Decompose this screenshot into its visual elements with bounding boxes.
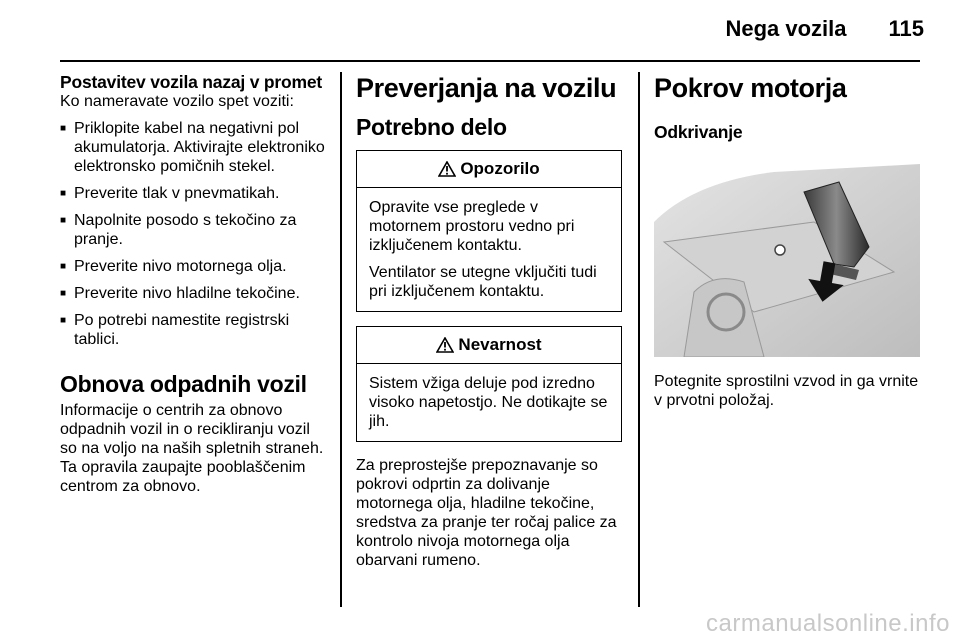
column-left (60, 72, 326, 496)
list-item: ■ Priklopite kabel na negativni pol akumulatorja. Aktivirajte elektroniko elektronsko pomičnih stekel. (60, 119, 326, 176)
warning-label: Opozorilo (460, 159, 540, 178)
subsection-title: Potrebno delo (356, 114, 507, 140)
hood-release-drawing (654, 152, 920, 357)
hood-release-illustration (654, 152, 920, 357)
warning-box (356, 150, 622, 312)
header-rule (60, 60, 920, 62)
list-item: ■ Preverite tlak v pnevmatikah. (60, 184, 326, 203)
warning-triangle-icon (436, 337, 454, 353)
warning-triangle-icon (438, 161, 456, 177)
subsection-title: Odkrivanje (654, 122, 743, 142)
column-right (654, 72, 920, 142)
page-number: 115 (888, 16, 924, 41)
list-item: ■ Napolnite posodo s tekočino za pranje. (60, 211, 326, 249)
danger-box (356, 326, 622, 442)
warning-box-header (357, 151, 621, 188)
header-title: Nega vozila (725, 16, 847, 41)
page-section-title: Pokrov motorja (654, 73, 847, 103)
column-middle (356, 72, 622, 570)
warning-body (357, 188, 621, 311)
bullet-list (60, 119, 326, 349)
list-item: ■ Po potrebi namestite registrski tablici. (60, 311, 326, 349)
section-text: Informacije o centrih za obnovo odpadnih vozil in o recikliranju vozil so na voljo na naših spletnih straneh. Ta opravila zaupajte pooblaščenim centrom za obnovo. (60, 402, 324, 495)
column-divider (638, 72, 640, 607)
danger-box-header (357, 327, 621, 364)
figure-caption: Potegnite sprostilni vzvod in ga vrnite v prvotni položaj. (654, 373, 919, 409)
danger-text: Sistem vžiga deluje pod izredno visoko napetostjo. Ne dotikajte se jih. (369, 375, 608, 430)
column-divider (340, 72, 342, 607)
warning-text: Opravite vse preglede v motornem prostoru vedno pri izključenem kontaktu. (369, 199, 575, 254)
danger-label: Nevarnost (458, 335, 542, 354)
section-heading: Obnova odpadnih vozil (60, 371, 307, 397)
body-text: Za preprostejše prepoznavanje so pokrovi odprtin za dolivanje motornega olja, hladilne tekočine, sredstva za pranje ter ročaj palice za kontrolo nivoja motornega olja obarvani rumeno. (356, 457, 617, 569)
section-intro: Ko nameravate vozilo spet voziti: (60, 93, 294, 110)
list-item: ■ Preverite nivo hladilne tekočine. (60, 284, 326, 303)
page-header (725, 16, 924, 56)
danger-body (357, 364, 621, 441)
warning-text: Ventilator se utegne vključiti tudi pri izključenem kontaktu. (369, 264, 597, 300)
list-item: ■ Preverite nivo motornega olja. (60, 257, 326, 276)
watermark: carmanualsonline.info (706, 610, 950, 637)
section-heading: Postavitev vozila nazaj v promet (60, 72, 323, 92)
page-section-title: Preverjanja na vozilu (356, 73, 617, 103)
